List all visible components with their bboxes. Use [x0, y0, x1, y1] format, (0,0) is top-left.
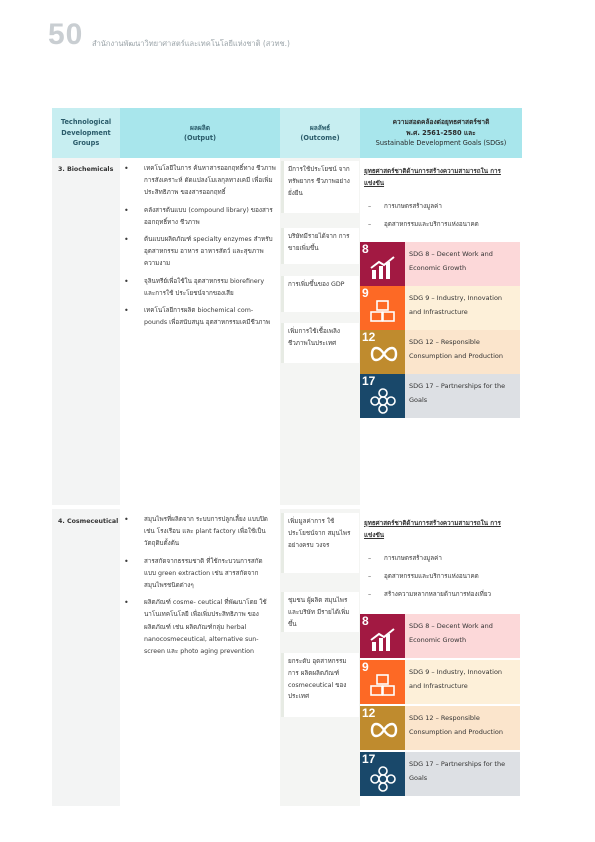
strategy-item: – อุตสาหกรรมและบริการแห่งอนาคต [368, 573, 479, 580]
header-output [120, 108, 280, 158]
sdg-17-row [360, 374, 520, 418]
header-sdg [360, 108, 522, 158]
sdg-label: SDG 17 – Partnerships for the Goals [409, 382, 506, 404]
header-outcome [280, 108, 360, 158]
sdg-number: 17 [362, 374, 376, 388]
header-sdg-line: ความสอดคล้องต่อยุทธศาสตร์ชาติ [392, 118, 490, 127]
sdg-number: 12 [362, 330, 376, 344]
page-header: สำนักงานพัฒนาวิทยาศาสตร์และเทคโนโลยีแห่งชาติ (สวทช.) [92, 39, 290, 48]
sdg-9-row [360, 660, 520, 704]
sdg-9-icon [360, 660, 405, 704]
sdg-9-icon [360, 286, 405, 330]
sdg-12-row [360, 706, 520, 750]
group-label: 3. Biochemicals [58, 166, 114, 173]
sdg-17-row [360, 752, 520, 796]
sdg-17-icon [360, 374, 405, 418]
strategy-item: – สร้างความหลากหลายด้านการท่องเที่ยว [368, 591, 492, 598]
sdg-label: SDG 8 – Decent Work and Economic Growth [409, 250, 493, 272]
sdg-label: SDG 12 – Responsible Consumption and Production [409, 714, 503, 736]
output-item: • เทคโนโลยีการผลิต biochemical com- pounds เพื่อสนับสนุน อุตสาหกรรมเคมีชีวภาพ [124, 306, 271, 327]
strategy-item: – อุตสาหกรรมและบริการแห่งอนาคต [368, 221, 479, 228]
sdg-number: 12 [362, 706, 376, 720]
sdg-number: 9 [362, 286, 369, 300]
sdg-12-icon [360, 330, 405, 374]
sdg-number: 17 [362, 752, 376, 766]
header-outcome-line: (Outcome) [300, 134, 340, 142]
sdg-number: 8 [362, 614, 369, 628]
header-groups-line: Development [61, 128, 111, 137]
cubes-icon [370, 300, 396, 326]
strategy-list [364, 554, 520, 608]
header-output-line: (Output) [183, 134, 217, 142]
sdg-9-row [360, 286, 520, 330]
sdg-label: SDG 12 – Responsible Consumption and Production [409, 338, 503, 360]
output-text: เทคโนโลยีการผลิต biochemical com- pounds เพื่อสนับสนุน อุตสาหกรรมเคมีชีวภาพ [144, 307, 271, 327]
output-text: สมุนไพรที่ผลิตจาก ระบบการปลูกเลี้ยง แบบปิด เช่น โรงเรือน และ plant factory เพื่อใช้เป็นวัตถุดิบตั้งต้น [144, 516, 268, 548]
strategy-item-text: อุตสาหกรรมและบริการแห่งอนาคต [384, 221, 479, 228]
strategy-item-text: การเกษตรสร้างมูลค่า [384, 203, 442, 210]
header-groups-line: Groups [72, 139, 100, 148]
outcome-box: การเพิ่มขึ้นของ GDP [281, 276, 359, 312]
page-number: 50 [48, 18, 84, 51]
group-label: 4. Cosmeceutical [58, 518, 119, 525]
growth-chart-icon [370, 628, 396, 652]
group-cell-bg [52, 158, 120, 505]
strategy-title: ยุทธศาสตร์ชาติด้านการสร้างความสามารถใน การแข่งขัน [364, 520, 501, 539]
output-list [120, 514, 280, 663]
output-item: • เทคโนโลยีในการ ค้นหาสารออกฤทธิ์ทาง ชีวภาพ การสังเคราะห์ ดัดแปลงโมเลกุลทางเคมี เพื่อเพิ่มประสิทธิภาพ ของสารออกฤทธิ์ [124, 164, 276, 197]
strategy-item-text: การเกษตรสร้างมูลค่า [384, 555, 442, 562]
header-outcome-line: ผลลัพธ์ [309, 123, 331, 132]
sdg-12-icon [360, 706, 405, 750]
sdg-label: SDG 17 – Partnerships for the Goals [409, 760, 506, 782]
output-text: ต้นแบบผลิตภัณฑ์ specialty enzymes สำหรับอุตสาหกรรม อาหาร อาหารสัตว์ และสุขภาพความงาม [144, 236, 273, 268]
outcome-box: มีการใช้ประโยชน์ จากทรัพยากร ชีวภาพอย่างยั่งยืน [281, 161, 359, 213]
strategy-item: – การเกษตรสร้างมูลค่า [368, 555, 442, 562]
outcome-box: เพิ่มการใช้เชื้อเพลิง ชีวภาพในประเทศ [281, 323, 359, 363]
strategy-item-text: อุตสาหกรรมและบริการแห่งอนาคต [384, 573, 479, 580]
output-item: • ต้นแบบผลิตภัณฑ์ specialty enzymes สำหรับอุตสาหกรรม อาหาร อาหารสัตว์ และสุขภาพความงาม [124, 235, 273, 268]
output-item: • จุลินทรีย์เพื่อใช้ใน อุตสาหกรรม biorefinery และการใช้ ประโยชน์จากของเสีย [124, 276, 265, 297]
output-text: ผลิตภัณฑ์ cosme- ceutical ที่พัฒนาโดย ใช้นาโนเทคโนโลยี เพื่อเพิ่มประสิทธิภาพ ของผลิตภัณฑ์ เช่น ผลิตภัณฑ์กลุ่ม herbal nanocosmeceutical, alternative sun- screen และ photo aging prevention [144, 599, 267, 656]
output-text: เทคโนโลยีในการ ค้นหาสารออกฤทธิ์ทาง ชีวภาพ การสังเคราะห์ ดัดแปลงโมเลกุลทางเคมี เพื่อเพิ่มประสิทธิภาพ ของสารออกฤทธิ์ [144, 165, 276, 197]
sdg-label: SDG 9 – Industry, Innovation and Infrastructure [409, 668, 503, 690]
sdg-8-icon [360, 242, 405, 286]
header-sdg-line: Sustainable Development Goals (SDGs) [375, 139, 507, 148]
strategy-list [364, 202, 520, 238]
header-sdg-line: พ.ศ. 2561-2580 และ [406, 128, 476, 137]
outcome-box: เพิ่มมูลค่าการ ใช้ประโยชน์จาก สมุนไพรอย่างครบ วงจร [281, 513, 359, 573]
partnership-flower-icon [370, 766, 396, 792]
cubes-icon [370, 674, 396, 700]
output-item: • คลังสารต้นแบบ (compound library) ของสารออกฤทธิ์ทาง ชีวภาพ [124, 205, 273, 226]
outcome-box: บริษัทมีรายได้จาก การขายเพิ่มขึ้น [281, 228, 359, 264]
output-text: คลังสารต้นแบบ (compound library) ของสารออกฤทธิ์ทาง ชีวภาพ [144, 206, 273, 226]
infinity-icon [370, 720, 398, 740]
group-cell-bg [52, 509, 120, 806]
sdg-8-row [360, 614, 520, 658]
output-text: จุลินทรีย์เพื่อใช้ใน อุตสาหกรรม biorefinery และการใช้ ประโยชน์จากของเสีย [144, 277, 265, 297]
outcome-box: ยกระดับ อุตสาหกรรมการ ผลิตผลิตภัณฑ์ cosmeceutical ของประเทศ [281, 653, 359, 717]
sdg-8-row [360, 242, 520, 286]
sdg-number: 8 [362, 242, 369, 256]
output-text: สารสกัดจากธรรมชาติ ที่ใช้กระบวนการสกัด แบบ green extraction เช่น สารสกัดจาก สมุนไพรชนิดต่างๆ [144, 557, 263, 590]
output-item: • ผลิตภัณฑ์ cosme- ceutical ที่พัฒนาโดย ใช้นาโนเทคโนโลยี เพื่อเพิ่มประสิทธิภาพ ของผลิตภัณฑ์ เช่น ผลิตภัณฑ์กลุ่ม herbal nanocosmeceutical, alternative sun- screen และ photo aging prevention [124, 598, 267, 656]
growth-chart-icon [370, 256, 396, 280]
sdg-number: 9 [362, 660, 369, 674]
sdg-8-icon [360, 614, 405, 658]
sdg-17-icon [360, 752, 405, 796]
header-output-line: ผลผลิต [189, 123, 211, 132]
output-item: • สารสกัดจากธรรมชาติ ที่ใช้กระบวนการสกัด แบบ green extraction เช่น สารสกัดจาก สมุนไพรชนิดต่างๆ [124, 556, 263, 590]
strategy-title: ยุทธศาสตร์ชาติด้านการสร้างความสามารถใน การแข่งขัน [364, 168, 501, 187]
sdg-12-row [360, 330, 520, 374]
strategy-item: – การเกษตรสร้างมูลค่า [368, 203, 442, 210]
strategy-item-text: สร้างความหลากหลายด้านการท่องเที่ยว [384, 591, 492, 598]
partnership-flower-icon [370, 388, 396, 414]
header-groups-line: Technological [60, 118, 112, 127]
infinity-icon [370, 344, 398, 364]
header-groups [52, 108, 120, 158]
outcome-box: ชุมชน ผู้ผลิต สมุนไพร และบริษัท มีรายได้เพิ่มขึ้น [281, 592, 359, 632]
output-list [120, 163, 280, 334]
sdg-label: SDG 9 – Industry, Innovation and Infrastructure [409, 294, 503, 316]
sdg-label: SDG 8 – Decent Work and Economic Growth [409, 622, 493, 644]
output-item: • สมุนไพรที่ผลิตจาก ระบบการปลูกเลี้ยง แบบปิด เช่น โรงเรือน และ plant factory เพื่อใช้เป็นวัตถุดิบตั้งต้น [124, 515, 268, 548]
